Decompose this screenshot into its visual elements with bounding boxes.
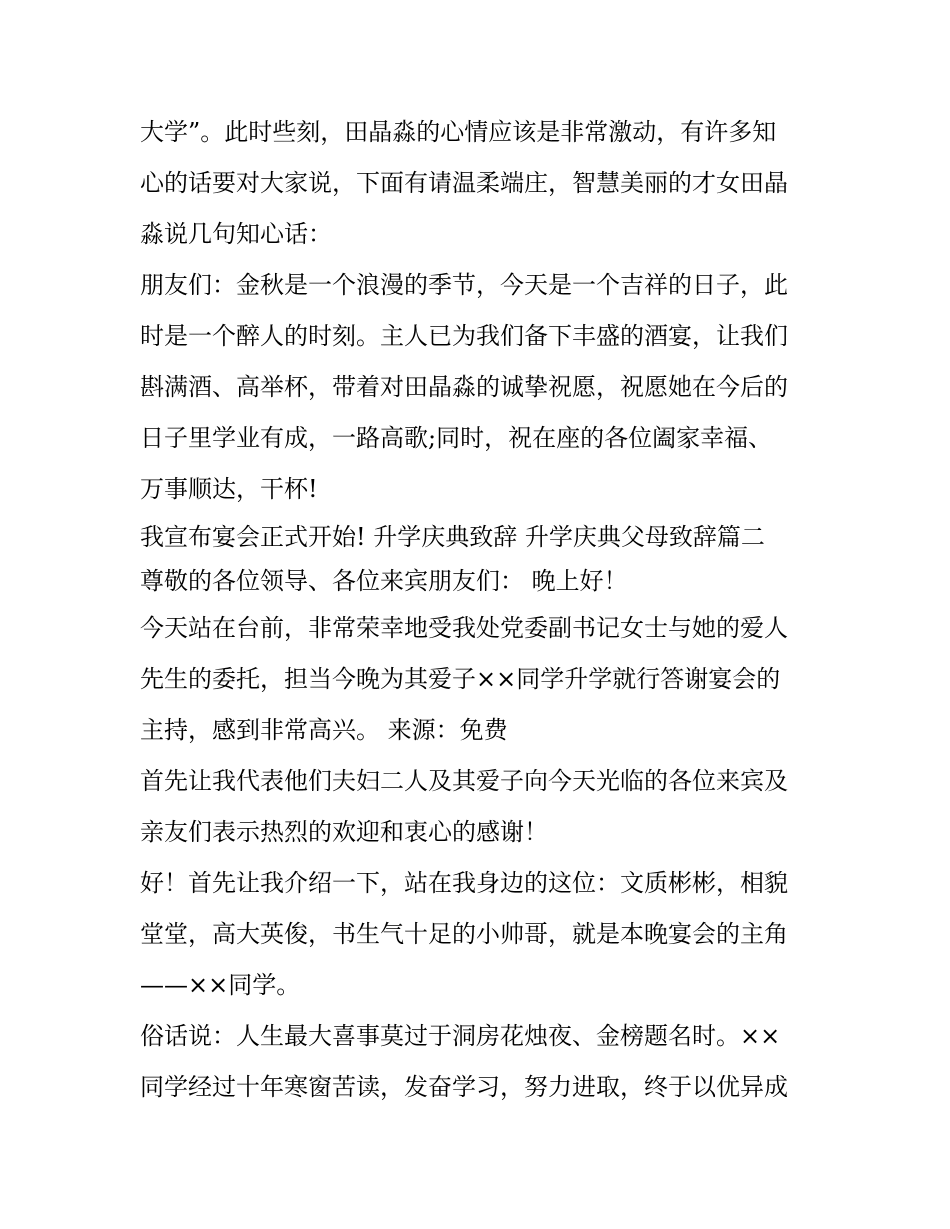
text-line: 首先让我代表他们夫妇二人及其爱子向今天光临的各位来宾及 <box>140 767 788 795</box>
text-line: 主持，感到非常高兴。 来源：免费 <box>140 716 508 744</box>
text-line: 同学经过十年寒窗苦读，发奋学习，努力进取，终于以优异成 <box>140 1073 788 1101</box>
text-line: 我宣布宴会正式开始! 升学庆典致辞 升学庆典父母致辞篇二 <box>140 523 765 551</box>
text-line: 斟满酒、高举杯，带着对田晶淼的诚挚祝愿，祝愿她在今后的 <box>140 373 788 401</box>
text-line: 万事顺达，干杯! <box>140 475 318 503</box>
text-line: 淼说几句知心话： <box>140 220 332 248</box>
text-line: 大学”。此时些刻，田晶淼的心情应该是非常激动，有许多知 <box>140 118 777 146</box>
text-line: 堂堂，高大英俊，书生气十足的小帅哥，就是本晚宴会的主角 <box>140 920 788 948</box>
text-line: 好！首先让我介绍一下，站在我身边的这位：文质彬彬，相貌 <box>140 869 788 897</box>
text-line: 日子里学业有成，一路高歌;同时，祝在座的各位阖家幸福、 <box>140 424 773 452</box>
text-line: 先生的委托，担当今晚为其爱子××同学升学就行答谢宴会的 <box>140 665 781 693</box>
text-line: 俗话说：人生最大喜事莫过于洞房花烛夜、金榜题名时。×× <box>140 1022 781 1050</box>
text-line: 朋友们：金秋是一个浪漫的季节，今天是一个吉祥的日子，此 <box>140 271 788 299</box>
text-line: 尊敬的各位领导、各位来宾朋友们： 晚上好！ <box>140 567 628 595</box>
document-body <box>140 107 820 1113</box>
text-line: ——××同学。 <box>140 971 301 999</box>
text-line: 心的话要对大家说，下面有请温柔端庄，智慧美丽的才女田晶 <box>140 169 788 197</box>
text-line: 亲友们表示热烈的欢迎和衷心的感谢！ <box>140 818 548 846</box>
text-line: 今天站在台前，非常荣幸地受我处党委副书记女士与她的爱人 <box>140 614 788 642</box>
text-line: 时是一个醉人的时刻。主人已为我们备下丰盛的酒宴，让我们 <box>140 322 788 350</box>
